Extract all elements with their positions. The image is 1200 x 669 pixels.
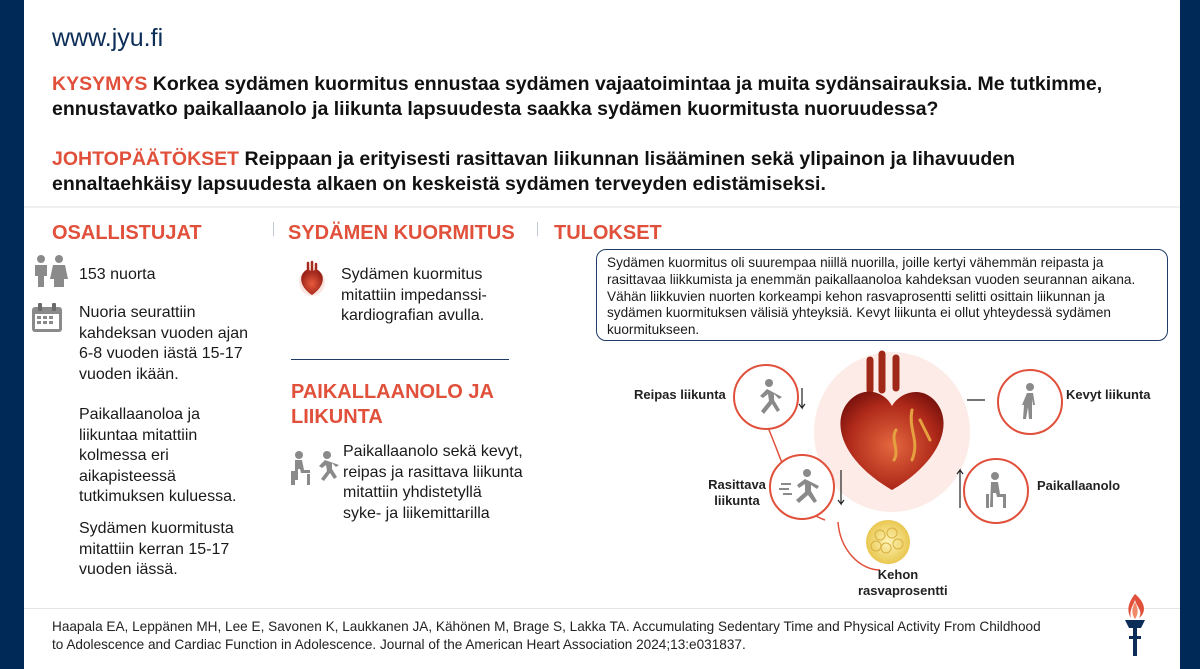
participants-heading: OSALLISTUJAT [52,222,202,244]
calendar-icon [30,302,64,334]
section-divider [24,206,1180,208]
body-fat-label: Kehon rasvaprosentti [858,567,948,598]
cardiac-load-text: Sydämen kuormitus mitattiin impedanssi-kardiografian avulla. [341,266,487,324]
footer-divider [24,608,1180,609]
conclusion-text: Reippaan ja erityisesti rasittavan liikunnan lisääminen sekä ylipainon ja lihavuuden ennaltaehkäisy lapsuudesta alkaen on keskeistä sydämen terveyden edistämiseksi. [52,148,1016,195]
right-navy-bar [1180,0,1200,669]
column-divider-1 [273,222,274,236]
sedentary-label: Paikallaanolo [1037,478,1121,493]
column-divider-2 [537,222,538,236]
running-icon [735,366,797,428]
measurement-text: Paikallaanoloa ja liikuntaa mitattiin kolmessa eri aikapisteessä tutkimuksen kuluessa. [79,406,237,505]
follow-up-text: Nuoria seurattiin kahdeksan vuoden ajan 6-8 vuoden iästä 15-17 vuoden ikään. [79,304,249,383]
conclusion-label: JOHTOPÄÄTÖKSET [52,148,240,170]
site-url[interactable]: www.jyu.fi [52,24,164,52]
brisk-label: Reipas liikunta [634,387,726,402]
left-navy-bar [0,0,24,669]
conclusion-block [52,147,1132,197]
participant-count: 153 nuorta [79,266,156,283]
question-block [52,72,1132,122]
sit-run-icon [289,450,339,486]
sprinting-icon [771,456,833,518]
vigorous-activity-circle [769,454,835,520]
cardiac-load-heading: SYDÄMEN KUORMITUS [288,222,515,244]
people-icon [30,254,70,288]
heart-icon [294,259,330,299]
sitting-icon [965,460,1027,522]
walking-icon [999,371,1061,433]
question-text: Korkea sydämen kuormitus ennustaa sydämen vajaatoimintaa ja muita sydänsairauksia. Me tutkimme, ennustavatko paikallaanolo ja liikunta lapsuudesta saakka sydämen kuormitusta nuoruudessa? [52,73,1103,120]
citation: Haapala EA, Leppänen MH, Lee E, Savonen K, Laukkanen JA, Kähönen M, Brage S, Lakka TA. Accumulating Sedentary Time and Physical Activity From Childhood to Adolescence and Cardiac Function in Adolescence. Journal of the American Heart Association 2024;13:e031837. [52,619,1041,652]
results-heading: TULOKSET [554,222,662,244]
brisk-activity-circle [733,364,799,430]
sedentary-circle [963,458,1029,524]
activity-heading: PAIKALLAANOLO JA LIIKUNTA [291,381,494,428]
results-summary-box: Sydämen kuormitus oli suurempaa niillä nuorilla, joille kertyi vähemmän reipasta ja rasittavaa liikkumista ja enemmän paikallaanoloa kahdeksan vuoden seurannan aikana. Vähän liikkuvien nuorten korkeampi kehon rasvaprosentti selitti osittain liikunnan ja sydämen kuormituksen välisiä yhteyksiä. Kevyt liikunta ei ollut yhteydessä sydämen kuormitukseen. [596,249,1168,341]
jyu-torch-logo [1117,590,1153,660]
question-label: KYSYMYS [52,73,148,95]
light-activity-circle [997,369,1063,435]
cardiac-measure-text: Sydämen kuormitusta mitattiin kerran 15-17 vuoden iässä. [79,520,234,578]
activity-text: Paikallaanolo sekä kevyt, reipas ja rasittava liikunta mitattiin yhdistetyllä syke- ja liikemittarilla [343,443,523,522]
middle-divider [291,359,509,360]
vigorous-label: Rasittava liikunta [708,477,766,508]
light-label: Kevyt liikunta [1066,387,1151,402]
